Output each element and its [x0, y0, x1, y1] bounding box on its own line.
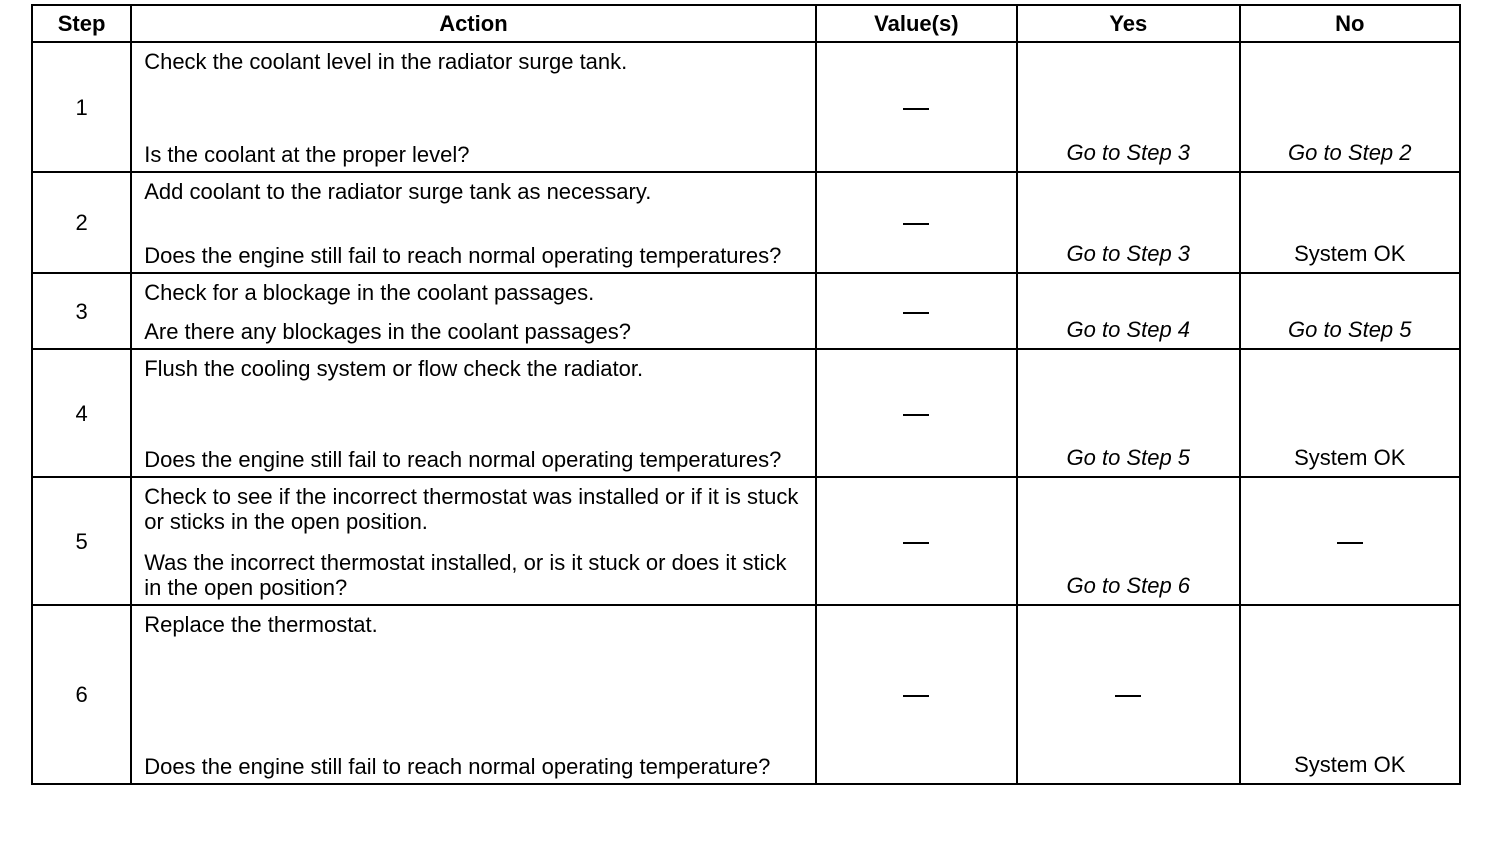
diagnostic-table	[31, 4, 1461, 785]
value-cell	[816, 349, 1017, 477]
action-instruction: Check to see if the incorrect thermostat was installed or if it is stuck or sticks in the open position.	[144, 484, 799, 534]
yes-cell: Go to Step 6	[1017, 477, 1239, 605]
no-cell: System OK	[1240, 605, 1460, 784]
dash-value	[903, 312, 929, 314]
action-instruction: Replace the thermostat.	[144, 612, 378, 637]
action-question: Was the incorrect thermostat installed, or is it stuck or does it stick in the open position?	[144, 550, 787, 600]
yes-cell: Go to Step 3	[1017, 42, 1239, 172]
action-instruction: Check for a blockage in the coolant passages.	[144, 280, 595, 305]
yes-cell	[1017, 605, 1239, 784]
header-yes: Yes	[1017, 5, 1239, 42]
action-question: Does the engine still fail to reach normal operating temperatures?	[144, 447, 782, 472]
action-cell	[131, 605, 815, 784]
no-cell: System OK	[1240, 172, 1460, 273]
dash-value	[903, 695, 929, 697]
yes-cell: Go to Step 3	[1017, 172, 1239, 273]
action-question: Does the engine still fail to reach normal operating temperatures?	[144, 243, 782, 268]
action-cell	[131, 172, 815, 273]
dash-no	[1337, 542, 1363, 544]
step-number: 3	[32, 273, 131, 349]
value-cell	[816, 605, 1017, 784]
action-question: Does the engine still fail to reach normal operating temperature?	[144, 754, 771, 779]
no-cell	[1240, 477, 1460, 605]
step-number: 6	[32, 605, 131, 784]
header-step: Step	[32, 5, 131, 42]
step-number: 4	[32, 349, 131, 477]
action-cell	[131, 273, 815, 349]
step-number: 1	[32, 42, 131, 172]
value-cell	[816, 477, 1017, 605]
dash-value	[903, 108, 929, 110]
action-cell	[131, 42, 815, 172]
no-cell: Go to Step 5	[1240, 273, 1460, 349]
dash-value	[903, 223, 929, 225]
header-action: Action	[131, 5, 815, 42]
action-question: Are there any blockages in the coolant passages?	[144, 319, 631, 344]
no-cell: Go to Step 2	[1240, 42, 1460, 172]
action-cell	[131, 477, 815, 605]
table-row	[32, 477, 1460, 605]
table-row	[32, 42, 1460, 172]
value-cell	[816, 172, 1017, 273]
dash-value	[903, 414, 929, 416]
action-instruction: Flush the cooling system or flow check the radiator.	[144, 356, 644, 381]
step-number: 5	[32, 477, 131, 605]
action-question: Is the coolant at the proper level?	[144, 142, 470, 167]
table-row	[32, 172, 1460, 273]
dash-value	[903, 542, 929, 544]
table-row	[32, 605, 1460, 784]
value-cell	[816, 42, 1017, 172]
header-values: Value(s)	[816, 5, 1017, 42]
table-row	[32, 273, 1460, 349]
action-cell	[131, 349, 815, 477]
no-cell: System OK	[1240, 349, 1460, 477]
yes-cell: Go to Step 4	[1017, 273, 1239, 349]
table-row	[32, 349, 1460, 477]
dash-yes	[1115, 695, 1141, 697]
header-no: No	[1240, 5, 1460, 42]
step-number: 2	[32, 172, 131, 273]
action-instruction: Check the coolant level in the radiator surge tank.	[144, 49, 628, 74]
header-row	[32, 5, 1460, 42]
value-cell	[816, 273, 1017, 349]
yes-cell: Go to Step 5	[1017, 349, 1239, 477]
action-instruction: Add coolant to the radiator surge tank as necessary.	[144, 179, 652, 204]
